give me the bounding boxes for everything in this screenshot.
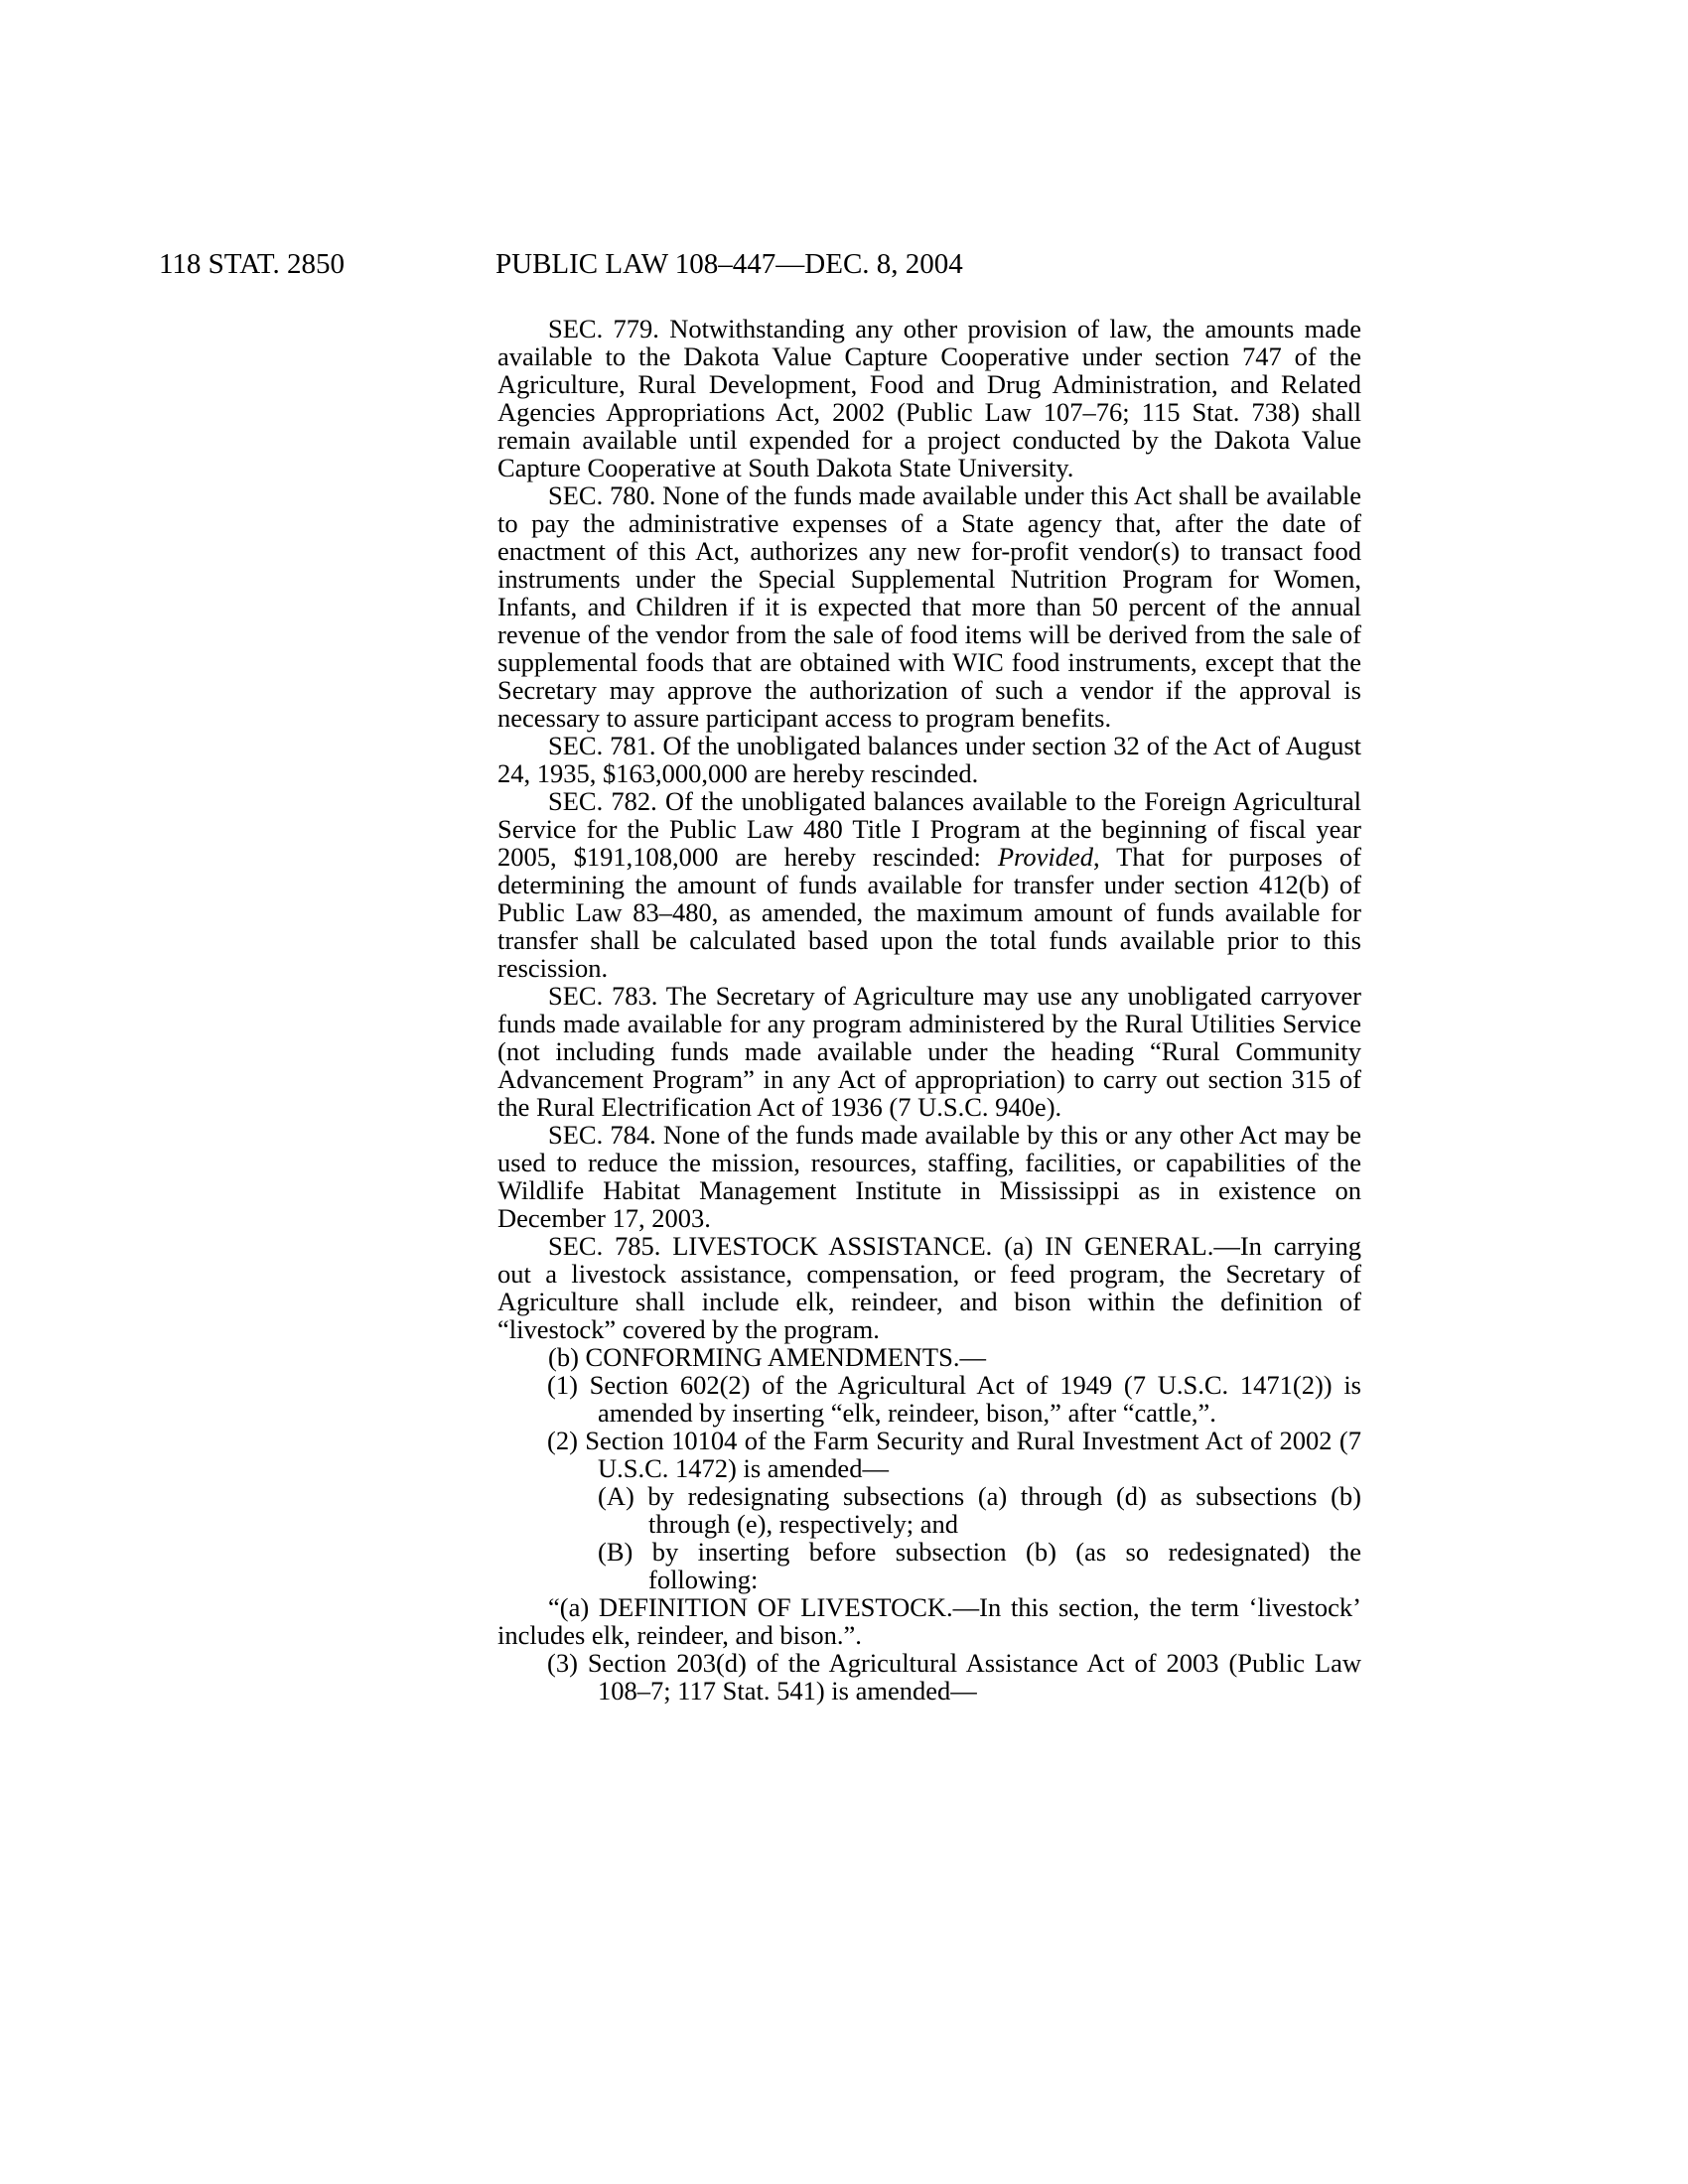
section-text-a: Of the unobligated balances available to the Foreign Agricultural Service for the Public Law 480 Title I Program at the beginning of fiscal year 2005, $191,108,000 are hereby rescinded:	[497, 786, 1362, 872]
section-783	[497, 982, 1361, 1121]
section-label: SEC. 783.	[548, 981, 658, 1011]
page-header	[0, 248, 1688, 288]
paragraph-1: (1) Section 602(2) of the Agricultural Act of 1949 (7 U.S.C. 1471(2)) is amended by inserting “elk, reindeer, bison,” after “cattle,”.	[547, 1370, 1361, 1428]
subsection-b-dash: —	[959, 1342, 986, 1372]
section-782	[497, 787, 1361, 982]
section-785	[497, 1232, 1361, 1343]
subsection-a-text: —In carrying out a livestock assistance, compensation, or feed program, the Secretary of Agriculture shall include elk, reindeer, and bison within the definition of “livestock” covered by the program.	[497, 1231, 1361, 1344]
section-779	[497, 315, 1361, 481]
subsection-b-label: (b)	[548, 1342, 579, 1372]
subparagraph-2a: (A) by redesignating subsections (a) through (d) as subsections (b) through (e), respectively; and	[598, 1481, 1361, 1539]
section-780	[497, 481, 1361, 732]
subparagraph-2b: (B) by inserting before subsection (b) (as so redesignated) the following:	[598, 1537, 1361, 1594]
section-text: Notwithstanding any other provision of law, the amounts made available to the Dakota Value Capture Cooperative under section 747 of the Agriculture, Rural Development, Food and Drug Administration, and Related Agencies Appropriations Act, 2002 (Public Law 107–76; 115 Stat. 738) shall remain available until expended for a project conducted by the Dakota Value Capture Cooperative at South Dakota State University.	[497, 314, 1361, 482]
section-label: SEC. 781.	[548, 731, 656, 760]
section-781	[497, 732, 1361, 787]
section-label: SEC. 779.	[548, 314, 659, 343]
section-text: Of the unobligated balances under section 32 of the Act of August 24, 1935, $163,000,000 are hereby rescinded.	[497, 731, 1361, 788]
subsection-a-heading: IN GENERAL.	[1045, 1231, 1214, 1261]
proviso-word: Provided	[997, 842, 1093, 872]
statute-page-number: 118 STAT. 2850	[159, 248, 345, 280]
quoted-definition	[497, 1593, 1361, 1649]
quote-text: —In this section, the term ‘livestock’ includes elk, reindeer, and bison.”.	[497, 1592, 1361, 1650]
section-heading: LIVESTOCK ASSISTANCE.	[672, 1231, 993, 1261]
subsection-b-heading: CONFORMING AMENDMENTS.	[585, 1342, 960, 1372]
section-label: SEC. 780.	[548, 480, 656, 510]
section-text-b: , That for purposes of determining the amount of funds available for transfer under section 412(b) of Public Law 83–480, as amended, the maximum amount of funds available for transfer shall be calculated based upon the total funds available prior to this rescission.	[497, 842, 1361, 983]
paragraph-2: (2) Section 10104 of the Farm Security and Rural Investment Act of 2002 (7 U.S.C. 1472) is amended—	[547, 1426, 1361, 1483]
running-title: PUBLIC LAW 108–447—DEC. 8, 2004	[495, 248, 963, 280]
paragraph-3: (3) Section 203(d) of the Agricultural Assistance Act of 2003 (Public Law 108–7; 117 Stat. 541) is amended—	[547, 1648, 1361, 1706]
document-body	[497, 315, 1361, 1705]
subsection-b	[497, 1343, 1361, 1371]
section-label: SEC. 785.	[548, 1231, 661, 1261]
section-text: The Secretary of Agriculture may use any unobligated carryover funds made available for any program administered by the Rural Utilities Service (not including funds made available under the heading “Rural Community Advancement Program” in any Act of appropriation) to carry out section 315 of the Rural Electrification Act of 1936 (7 U.S.C. 940e).	[497, 981, 1361, 1122]
section-text: None of the funds made available under this Act shall be available to pay the administrative expenses of a State agency that, after the date of enactment of this Act, authorizes any new for-profit vendor(s) to transact food instruments under the Special Supplemental Nutrition Program for Women, Infants, and Children if it is expected that more than 50 percent of the annual revenue of the vendor from the sale of food items will be derived from the sale of supplemental foods that are obtained with WIC food instruments, except that the Secretary may approve the authorization of such a vendor if the approval is necessary to assure participant access to program benefits.	[497, 480, 1361, 733]
section-label: SEC. 784.	[548, 1120, 656, 1150]
section-784	[497, 1121, 1361, 1232]
quote-heading: DEFINITION OF LIVESTOCK.	[598, 1592, 953, 1622]
section-label: SEC. 782.	[548, 786, 657, 816]
quote-label: “(a)	[548, 1592, 590, 1622]
subsection-a-label: (a)	[1004, 1231, 1034, 1261]
section-text: None of the funds made available by this or any other Act may be used to reduce the mission, resources, staffing, facilities, or capabilities of the Wildlife Habitat Management Institute in Mississippi as in existence on December 17, 2003.	[497, 1120, 1361, 1233]
